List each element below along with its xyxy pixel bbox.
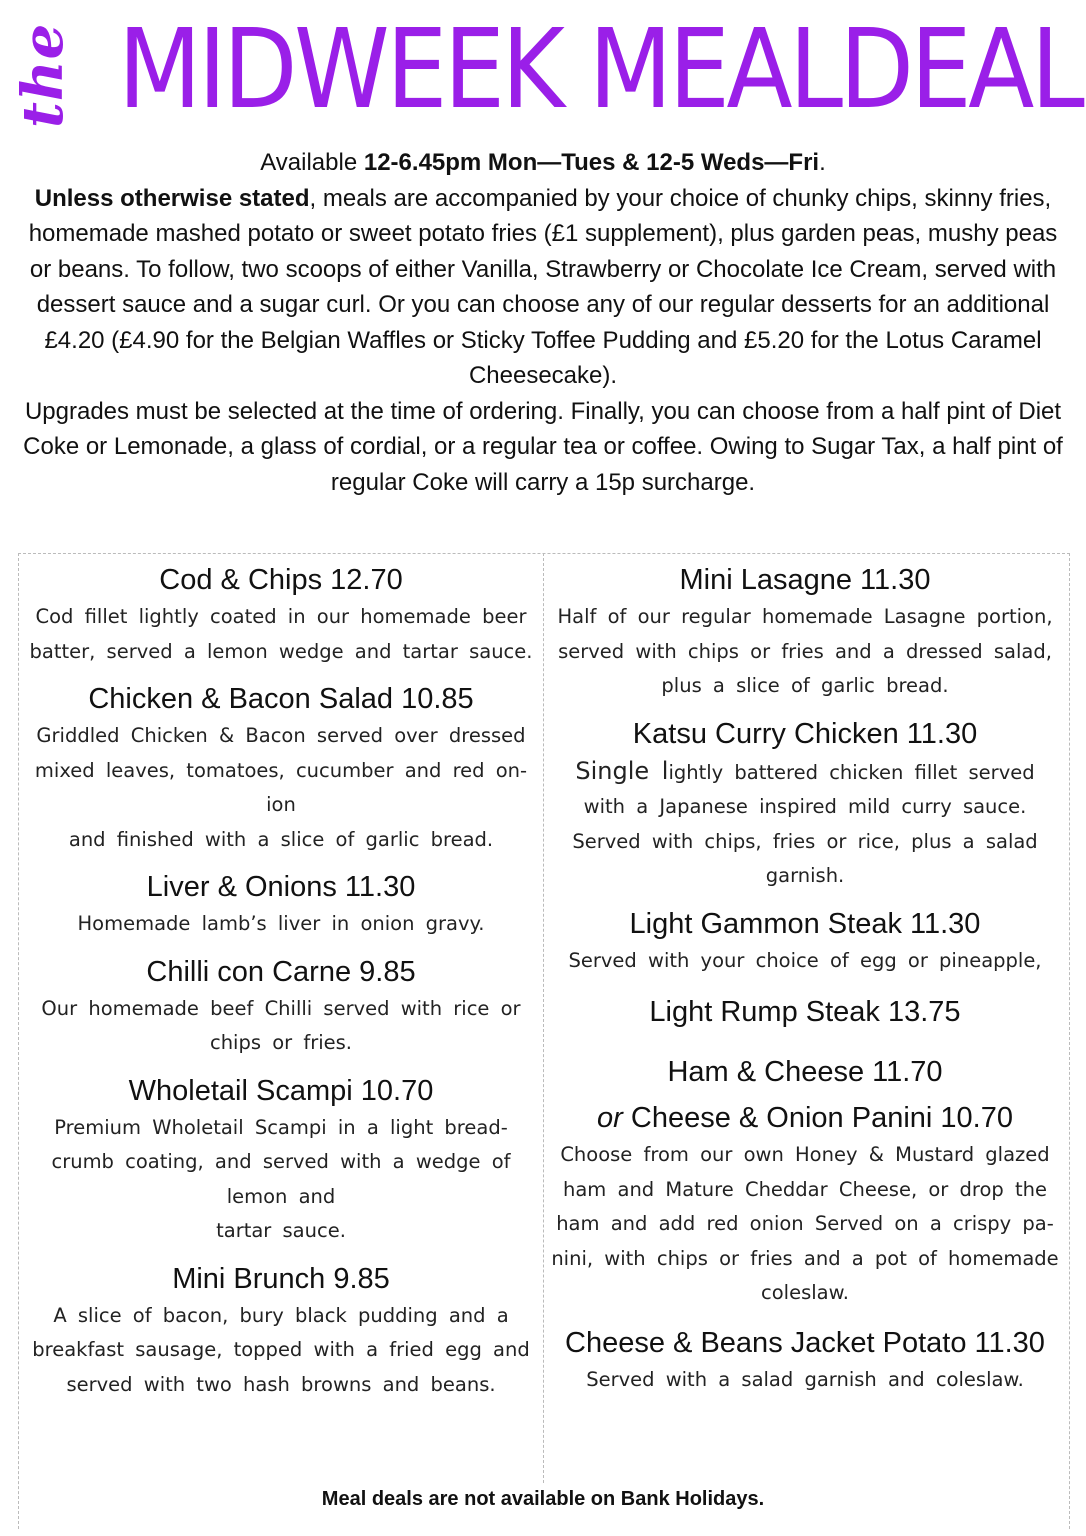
item-description: Choose from our own Honey & Mustard glazed ham and Mature Cheddar Cheese, or drop the ham and add red onion Served on a crispy pa-nini, with chips or fries and a pot of homemade coleslaw.	[551, 1143, 1059, 1304]
item-description: Griddled Chicken & Bacon served over dressed mixed leaves, tomatoes, cucumber and red on-ion	[34, 724, 528, 816]
menu-item-chicken-bacon-salad	[26, 679, 536, 857]
right-column	[550, 560, 1060, 1397]
availability-line	[20, 145, 1066, 181]
unless-stated: Unless otherwise stated	[34, 184, 310, 212]
item-description: A slice of bacon, bury black pudding and a breakfast sausage, topped with a fried egg and served with two hash browns and beans.	[32, 1303, 530, 1396]
item-title: Cheese & Beans Jacket Potato 11.30	[565, 1326, 1045, 1359]
item-title-alt	[550, 1098, 1060, 1138]
accompaniments-paragraph	[20, 181, 1066, 394]
item-description-lead: Single l	[575, 756, 669, 785]
availability-hours: 12-6.45pm Mon—Tues & 12-5 Weds—Fri	[363, 149, 820, 176]
item-title: Chicken & Bacon Salad 10.85	[88, 683, 474, 715]
menu-item-chilli	[26, 952, 536, 1061]
page-title: MIDWEEK MEALDEAL	[118, 5, 1082, 133]
menu-item-rump-steak	[550, 992, 1060, 1032]
item-description-cont: tartar sauce.	[216, 1219, 346, 1242]
menu-header	[0, 0, 1086, 140]
item-description: Served with your choice of egg or pineapple,	[568, 948, 1042, 972]
item-title: Liver & Onions 11.30	[146, 871, 416, 903]
item-title: Light Gammon Steak 11.30	[629, 907, 981, 940]
menu-item-mini-brunch	[26, 1259, 536, 1403]
menu-item-mini-lasagne	[550, 560, 1060, 704]
item-description: Cod fillet lightly coated in our homemade beer batter, served a lemon wedge and tartar sauce.	[29, 605, 533, 663]
item-title: Chilli con Carne 9.85	[146, 955, 416, 988]
item-description: Our homemade beef Chilli served with rice or chips or fries.	[41, 996, 521, 1054]
availability-suffix: .	[819, 149, 826, 176]
menu-item-scampi	[26, 1071, 536, 1249]
intro-text	[20, 145, 1066, 500]
item-description	[550, 754, 1060, 894]
item-title: Mini Lasagne 11.30	[679, 564, 931, 596]
footer-note: Meal deals are not available on Bank Holidays.	[321, 1488, 765, 1510]
menu-item-ham-cheese-panini	[550, 1052, 1060, 1311]
or-label: or	[597, 1102, 623, 1134]
item-description: Premium Wholetail Scampi in a light bread-crumb coating, and served with a wedge of lemon and	[51, 1115, 511, 1208]
column-divider	[543, 553, 544, 1483]
upgrades-paragraph: Upgrades must be selected at the time of ordering. Finally, you can choose from a half pint of Diet Coke or Lemonade, a glass of cordial, or a regular tea or coffee. Owing to Sugar Tax, a half pint of regular Coke will carry a 15p surcharge.	[23, 397, 1063, 496]
item-description-cont: and finished with a slice of garlic bread.	[68, 827, 494, 851]
item-description: Served with a salad garnish and coleslaw.	[586, 1367, 1024, 1391]
header-the: the	[10, 22, 76, 128]
menu-item-katsu-curry	[550, 714, 1060, 894]
item-title: Cod & Chips 12.70	[159, 564, 403, 596]
left-column	[26, 560, 536, 1402]
accompaniments-text: , meals are accompanied by your choice of chunky chips, skinny fries, homemade mashed potato or sweet potato fries (£1 supplement), plus garden peas, mushy peas or beans. To follow, two scoops of either Vanilla, Strawberry or Chocolate Ice Cream, served with dessert sauce and a sugar curl. Or you can choose any of our regular desserts for an additional £4.20 (£4.90 for the Belgian Waffles or Sticky Toffee Pudding and £5.20 for the Lotus Caramel Cheesecake).	[28, 184, 1058, 389]
item-description-rest: ightly battered chicken fillet served with a Japanese inspired mild curry sauce. Served with chips, fries or rice, plus a salad garnish.	[572, 760, 1038, 887]
item-title: Ham & Cheese 11.70	[667, 1056, 943, 1088]
menu-item-jacket-potato	[550, 1323, 1060, 1398]
menu-item-liver-onions	[26, 867, 536, 942]
item-title: Mini Brunch 9.85	[172, 1262, 390, 1295]
item-title: Wholetail Scampi 10.70	[128, 1074, 434, 1107]
item-description: Homemade lamb’s liver in onion gravy.	[77, 912, 485, 935]
menu-item-cod-chips	[26, 560, 536, 669]
item-description: Half of our regular homemade Lasagne portion, served with chips or fries and a dressed salad, plus a slice of garlic bread.	[557, 605, 1053, 697]
availability-prefix: Available	[260, 149, 364, 176]
menu-item-gammon-steak	[550, 904, 1060, 979]
item-title-alt-text: Cheese & Onion Panini 10.70	[622, 1102, 1013, 1134]
item-title: Katsu Curry Chicken 11.30	[632, 717, 978, 750]
item-title: Light Rump Steak 13.75	[649, 996, 961, 1028]
